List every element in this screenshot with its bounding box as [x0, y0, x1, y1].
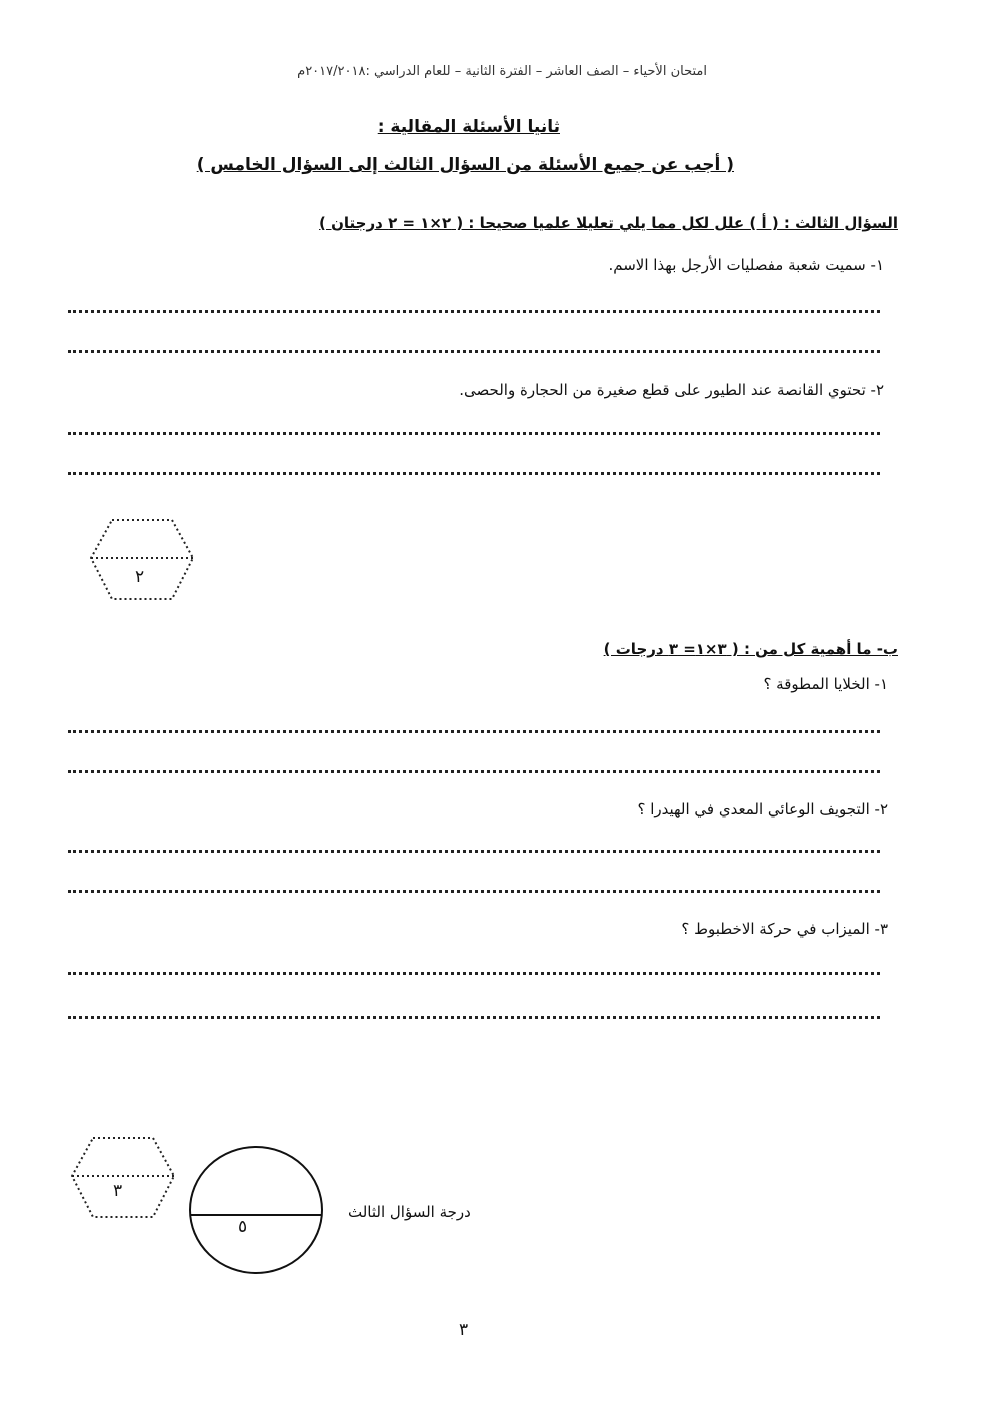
question-3b-item-3: ٣- الميزاب في حركة الاخطبوط ؟: [681, 920, 888, 938]
answer-line[interactable]: [68, 350, 880, 353]
total-grade-circle: [188, 1145, 324, 1275]
answer-line[interactable]: [68, 850, 880, 853]
question-3a-item-2: ٢- تحتوي القانصة عند الطيور على قطع صغيرة من الحجارة والحصى.: [459, 381, 884, 399]
answer-line[interactable]: [68, 730, 880, 733]
answer-line[interactable]: [68, 770, 880, 773]
answer-line[interactable]: [68, 472, 880, 475]
question-3b-heading: ب- ما أهمية كل من : ( ٣×١= ٣ درجات ): [603, 640, 898, 658]
total-grade-value: ٥: [238, 1217, 248, 1237]
grade-part-a-value: ٢: [135, 567, 145, 587]
question-3b-item-1: ١- الخلايا المطوقة ؟: [763, 675, 888, 693]
grade-part-b-value: ٣: [113, 1181, 123, 1201]
answer-line[interactable]: [68, 310, 880, 313]
answer-line[interactable]: [68, 1016, 880, 1019]
total-grade-label: درجة السؤال الثالث: [348, 1203, 471, 1221]
exam-header: امتحان الأحياء – الصف العاشر – الفترة الثانية – للعام الدراسي :٢٠١٧/٢٠١٨م: [297, 64, 707, 79]
answer-line[interactable]: [68, 432, 880, 435]
grade-hexagon-part-b: [71, 1137, 175, 1219]
grade-hexagon-part-a: [90, 519, 194, 601]
answer-line[interactable]: [68, 972, 880, 975]
section-title: ثانيا الأسئلة المقالية :: [377, 117, 560, 137]
answer-line[interactable]: [68, 890, 880, 893]
page-number: ٣: [459, 1320, 469, 1340]
section-instruction: ( أجب عن جميع الأسئلة من السؤال الثالث إلى السؤال الخامس ): [196, 155, 734, 175]
question-3a-item-1: ١- سميت شعبة مفصليات الأرجل بهذا الاسم.: [608, 256, 884, 274]
question-3b-item-2: ٢- التجويف الوعائي المعدي في الهيدرا ؟: [637, 800, 888, 818]
question-3-heading: السؤال الثالث : ( أ ) علل لكل مما يلي تعليلا علميا صحيحا : ( ٢×١ = ٢ درجتان ): [319, 214, 898, 232]
